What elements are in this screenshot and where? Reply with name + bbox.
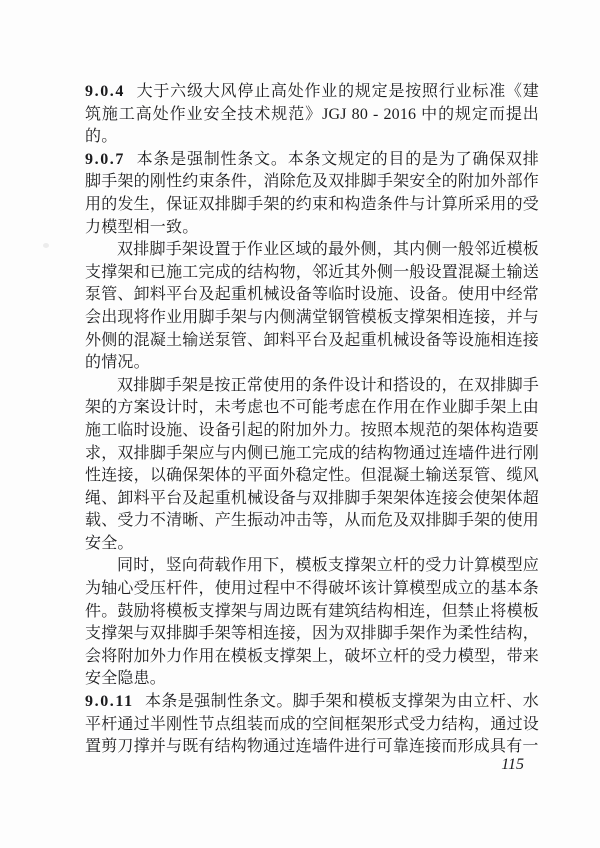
clause-paragraph-9-0-11 bbox=[85, 691, 539, 759]
clause-text: 大于六级大风停止高处作业的规定是按照行业标准《建筑施工高处作业安全技术规范》JGJ 80 - 2016 中的规定而提出的。 bbox=[85, 83, 539, 146]
scan-speck bbox=[43, 243, 49, 248]
paragraph-text: 双排脚手架设置于作业区域的最外侧，其内侧一般邻近模板支撑架和已施工完成的结构物，邻近其外侧一般设置混凝土输送泵管、卸料平台及起重机械设备等临时设施、设备。使用中经常会出现将作业用脚手架与内侧满堂钢管模板支撑架相连接，并与外侧的混凝土输送泵管、卸料平台及起重机械设备等设施相连接的情况。 bbox=[85, 241, 539, 372]
clause-number: 9.0.4 bbox=[85, 83, 125, 100]
body-paragraph bbox=[85, 375, 539, 556]
clause-paragraph-9-0-7 bbox=[85, 149, 539, 239]
clause-number: 9.0.11 bbox=[85, 693, 134, 711]
page-number: 115 bbox=[501, 756, 524, 773]
paragraph-text: 双排脚手架是按正常使用的条件设计和搭设的，在双排脚手架的方案设计时，未考虑也不可能考虑在作用在作业脚手架上由施工临时设施、设备引起的附加外力。按照本规范的架体构造要求，双排脚手架应与内侧已施工完成的结构物通过连墙件进行刚性连接，以确保架体的平面外稳定性。但混凝土输送泵管、缆风绳、卸料平台及起重机械设备与双排脚手架架体连接会使架体超载、受力不清晰、产生振动冲击等，从而危及双排脚手架的使用安全。 bbox=[85, 376, 539, 552]
clause-text: 本条是强制性条文。脚手架和模板支撑架为由立杆、水平杆通过半刚性节点组装而成的空间框架形式受力结构，通过设置剪刀撑并与既有结构物通过连墙件进行可靠连接而形成具有一 bbox=[85, 693, 539, 756]
clause-paragraph-9-0-4 bbox=[85, 81, 539, 149]
body-paragraph bbox=[85, 555, 539, 691]
clause-number: 9.0.7 bbox=[85, 150, 125, 168]
body-paragraph bbox=[85, 239, 539, 375]
page-content bbox=[85, 81, 539, 759]
clause-text: 本条是强制性条文。本条文规定的目的是为了确保双排脚手架的刚性约束条件，消除危及双排脚手架安全的附加外部作用的发生，保证双排脚手架的约束和构造条件与计算所采用的受力模型相一致。 bbox=[85, 150, 539, 236]
paragraph-text: 同时，竖向荷载作用下，模板支撑架立杆的受力计算模型应为轴心受压杆件，使用过程中不得破坏该计算模型成立的基本条件。鼓励将模板支撑架与周边既有建筑结构相连，但禁止将模板支撑架与双排脚手架等相连接，因为双排脚手架作为柔性结构，会将附加外力作用在模板支撑架上，破坏立杆的受力模型，带来安全隐患。 bbox=[85, 557, 539, 688]
